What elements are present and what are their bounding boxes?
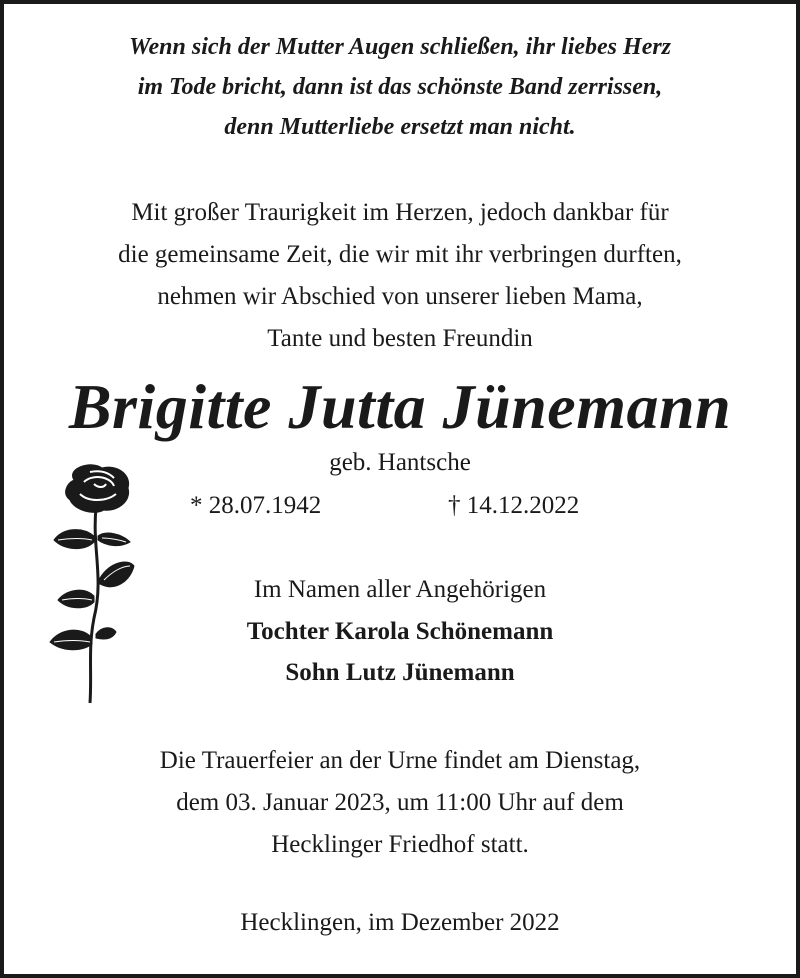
deceased-name: Brigitte Jutta Jünemann xyxy=(68,371,732,442)
maiden-name: geb. Hantsche xyxy=(329,449,471,476)
quote-line-3: denn Mutterliebe ersetzt man nicht. xyxy=(224,114,576,140)
family-member-1: Tochter Karola Schönemann xyxy=(246,618,554,645)
quote-line-1: Wenn sich der Mutter Augen schließen, ihr liebes Herz xyxy=(128,34,672,60)
ceremony-line-3: Hecklinger Friedhof statt. xyxy=(271,831,529,858)
ceremony-line-2: dem 03. Januar 2023, um 11:00 Uhr auf dem xyxy=(176,789,624,816)
intro-line-3: nehmen wir Abschied von unserer lieben Mama, xyxy=(157,283,643,310)
death-date: † 14.12.2022 xyxy=(448,492,580,519)
intro-line-1: Mit großer Traurigkeit im Herzen, jedoch dankbar für xyxy=(131,199,669,226)
quote-line-2: im Tode bricht, dann ist das schönste Band zerrissen, xyxy=(137,74,663,100)
birth-date: * 28.07.1942 xyxy=(190,492,322,519)
intro-line-2: die gemeinsame Zeit, die wir mit ihr verbringen durften, xyxy=(118,241,682,268)
family-member-2: Sohn Lutz Jünemann xyxy=(285,659,515,686)
place-date-footer: Hecklingen, im Dezember 2022 xyxy=(240,909,560,936)
ceremony-line-1: Die Trauerfeier an der Urne findet am Dienstag, xyxy=(159,747,641,774)
family-intro: Im Namen aller Angehörigen xyxy=(253,576,547,603)
intro-line-4: Tante und besten Freundin xyxy=(267,325,533,352)
